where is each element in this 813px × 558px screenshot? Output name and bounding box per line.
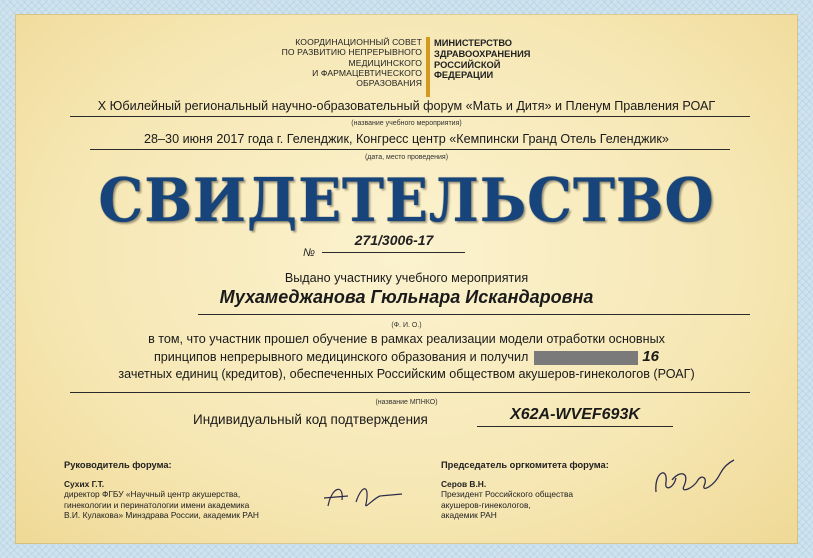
forum-head-title-line: гинекологии и перинатологии имени академика — [64, 499, 250, 510]
body-line-3: зачетных единиц (кредитов), обеспеченных Российским обществом акушеров-гинекологов (РОАГ) — [118, 367, 695, 381]
committee-chair-title-line: академик РАН — [441, 510, 497, 521]
verification-code-label: Индивидуальный код подтверждения — [193, 412, 428, 427]
council-line: ПО РАЗВИТИЮ НЕПРЕРЫВНОГО — [281, 47, 422, 58]
ministry-logo-text — [434, 38, 554, 81]
event-name: X Юбилейный региональный научно-образовательный форум «Мать и Дитя» и Пленум Правления РОАГ — [97, 99, 716, 113]
redacted-area — [534, 351, 638, 365]
number-sign: № — [303, 247, 315, 259]
ministry-line: ФЕДЕРАЦИИ — [434, 70, 494, 81]
verification-code-underline — [477, 426, 673, 427]
committee-chair-heading: Председатель оргкомитета форума: — [441, 460, 609, 470]
forum-head-signature-block — [64, 460, 324, 521]
forum-head-title-line: В.И. Кулакова» Минздрава России, академик РАН — [64, 510, 259, 521]
event-name-underline — [70, 116, 750, 117]
forum-head-heading: Руководитель форума: — [64, 460, 172, 470]
council-line: КООРДИНАЦИОННЫЙ СОВЕТ — [295, 37, 422, 47]
ministry-line: ЗДРАВООХРАНЕНИЯ — [434, 48, 531, 59]
event-date-underline — [90, 149, 730, 150]
mpnko-caption: (название МПНКО) — [375, 399, 438, 406]
recipient-name-underline — [198, 314, 750, 315]
council-line: ОБРАЗОВАНИЯ — [356, 78, 422, 89]
issued-to-text: Выдано участнику учебного мероприятия — [284, 271, 529, 285]
ministry-line: РОССИЙСКОЙ — [434, 59, 501, 70]
recipient-name: Мухамеджанова Гюльнара Искандаровна — [219, 287, 594, 307]
committee-chair-title-line: акушеров-гинекологов, — [441, 499, 531, 510]
committee-chair-title-line: Президент Российского общества — [441, 489, 574, 500]
credits-value: 16 — [642, 348, 660, 365]
forum-head-handwritten-signature — [318, 476, 408, 516]
committee-chair-handwritten-signature — [650, 452, 740, 504]
forum-head-name: Сухих Г.Т. — [64, 478, 105, 489]
body-line-1: в том, что участник прошел обучение в рамках реализации модели отработки основных — [148, 332, 665, 346]
event-name-caption: (название учебного мероприятия) — [351, 120, 462, 127]
certificate-title: СВИДЕТЕЛЬСТВО — [98, 166, 715, 236]
recipient-name-caption: (Ф. И. О.) — [391, 322, 422, 329]
ministry-line: МИНИСТЕРСТВО — [434, 38, 513, 48]
council-line: И ФАРМАЦЕВТИЧЕСКОГО — [312, 67, 422, 78]
number-underline — [322, 252, 465, 253]
event-date-place: 28–30 июня 2017 года г. Геленджик, Конгресс центр «Кемпински Гранд Отель Геленджик» — [144, 132, 669, 146]
body-line-2-text: принципов непрерывного медицинского образования и получил — [153, 350, 529, 364]
verification-code: X62A-WVEF693K — [510, 406, 640, 423]
council-line: МЕДИЦИНСКОГО — [348, 57, 422, 68]
body-line-2 — [0, 348, 813, 366]
body-underline — [70, 392, 750, 393]
certificate-number: 271/3006-17 — [354, 232, 434, 248]
forum-head-title-line: директор ФГБУ «Научный центр акушерства, — [64, 489, 241, 500]
coordination-council-text — [272, 37, 422, 88]
logo-divider-bar — [426, 37, 430, 97]
certificate-body — [0, 331, 813, 383]
event-date-caption: (дата, место проведения) — [364, 154, 449, 161]
committee-chair-name: Серов В.Н. — [441, 478, 487, 489]
committee-chair-signature-block — [441, 460, 661, 521]
